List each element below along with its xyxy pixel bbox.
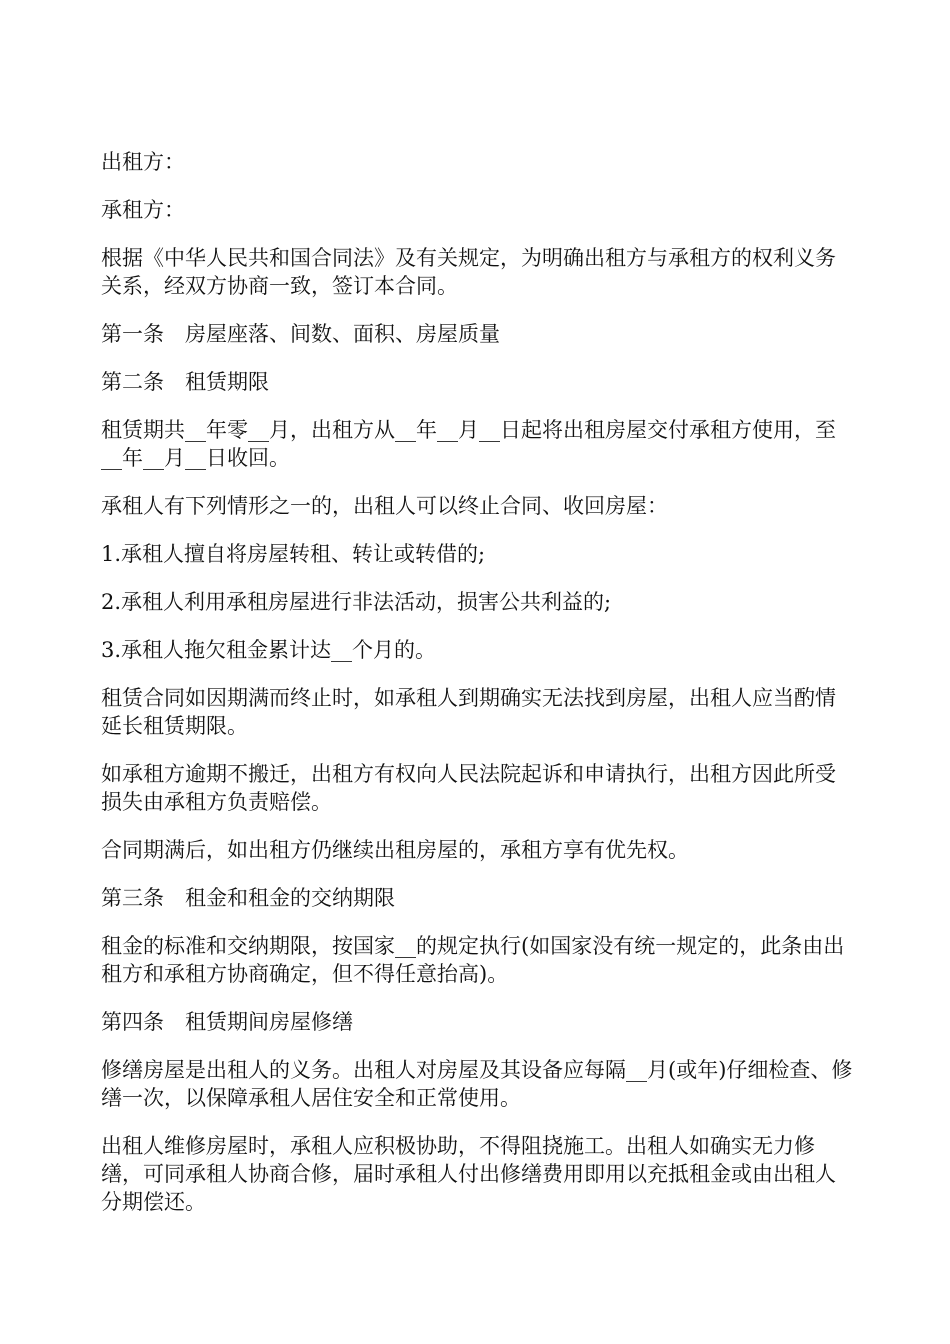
lessor-line: 出租方： [101, 150, 185, 174]
repair-duty-paragraph: 修缮房屋是出租人的义务。出租人对房屋及其设备应每隔__月(或年)仔细检查、修缮一次，以保障承租人居住安全和正常使用。 [101, 1058, 853, 1110]
article-2-heading: 第二条 租赁期限 [101, 370, 269, 394]
lessee-line: 承租方： [101, 198, 185, 222]
document-body [101, 148, 853, 1236]
termination-item-3: 3.承租人拖欠租金累计达__个月的。 [101, 638, 437, 662]
repair-cooperation-paragraph: 出租人维修房屋时，承租人应积极协助，不得阻挠施工。出租人如确实无力修缮，可同承租人协商合修，届时承租人付出修缮费用即用以充抵租金或由出租人分期偿还。 [101, 1134, 836, 1214]
termination-intro-paragraph: 承租人有下列情形之一的，出租人可以终止合同、收回房屋： [101, 494, 668, 518]
termination-item-1: 1.承租人擅自将房屋转租、转让或转借的; [101, 542, 486, 566]
expiry-extension-paragraph: 租赁合同如因期满而终止时，如承租人到期确实无法找到房屋，出租人应当酌情延长租赁期限。 [101, 686, 836, 738]
rent-standard-paragraph: 租金的标准和交纳期限，按国家__的规定执行(如国家没有统一规定的，此条由出租方和承租方协商确定，但不得任意抬高)。 [101, 934, 845, 986]
termination-item-2: 2.承租人利用承租房屋进行非法活动，损害公共利益的; [101, 590, 612, 614]
article-3-heading: 第三条 租金和租金的交纳期限 [101, 886, 395, 910]
article-1-heading: 第一条 房屋座落、间数、面积、房屋质量 [101, 322, 500, 346]
lease-term-paragraph: 租赁期共__年零__月，出租方从__年__月__日起将出租房屋交付承租方使用，至__年__月__日收回。 [101, 418, 836, 470]
priority-right-paragraph: 合同期满后，如出租方仍继续出租房屋的，承租方享有优先权。 [101, 838, 689, 862]
preamble-paragraph: 根据《中华人民共和国合同法》及有关规定，为明确出租方与承租方的权利义务关系，经双方协商一致，签订本合同。 [101, 246, 836, 298]
article-4-heading: 第四条 租赁期间房屋修缮 [101, 1010, 353, 1034]
overdue-move-paragraph: 如承租方逾期不搬迁，出租方有权向人民法院起诉和申请执行，出租方因此所受损失由承租方负责赔偿。 [101, 762, 836, 814]
